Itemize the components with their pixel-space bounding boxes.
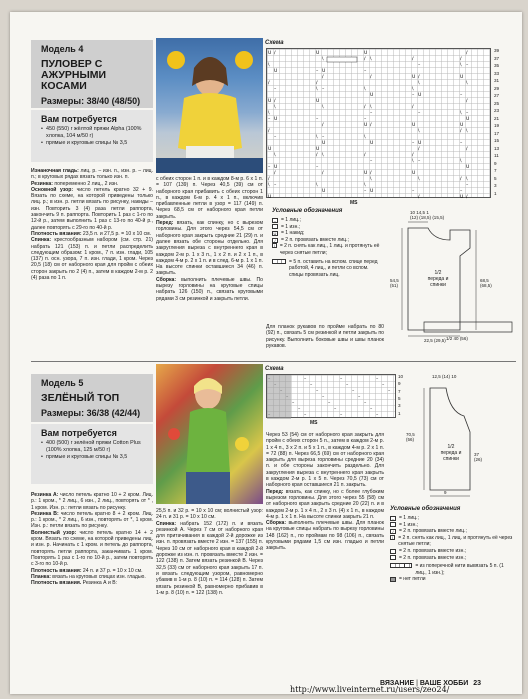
chart-symbol: \ [418, 81, 420, 86]
paragraph: Сборка: выполнить плечевые швы. Для планок на круговые спицы набрать по вырезу горловины 148 (162) п., по проймам по 98 (106) п., связать круговыми рядами 1,5 см изн. гладью и петли закрыть. [266, 520, 384, 552]
legend5-item: = из поперечной нити вывязать 5 п. (1 лиц., 1 изн.); [390, 563, 516, 576]
row-number: 39 [494, 48, 500, 53]
chart-symbol: – [274, 87, 277, 92]
row-number: 3 [398, 403, 401, 409]
chart-symbol: – [460, 93, 463, 98]
paragraph: Сборка: выполнить плечевые швы. По вырезу горловины на круговые спицы набрать 126 (150) п., связать круговыми рядами 3 см резинкой и закрыть петли. [156, 276, 263, 302]
chart-symbol: – [298, 407, 301, 412]
legend4-item: U = 1 накид; [273, 230, 305, 237]
chart-symbol: – [364, 189, 367, 194]
model5-text-mid [156, 508, 263, 678]
sleeve4-shape [420, 318, 516, 352]
legend-symbol: / [272, 238, 278, 243]
chart-symbol: – [316, 117, 319, 122]
model5-need-item: • прямые и круговые спицы № 3,5 [41, 454, 147, 461]
row-number: 35 [494, 63, 500, 68]
chart-symbol: – [346, 383, 349, 388]
paragraph: Планка: вязать на круговых спицах изн. гладью. [31, 573, 146, 580]
chart-symbol: – [316, 69, 319, 74]
legend-symbol: U [273, 230, 277, 236]
chart-symbol: – [412, 141, 415, 146]
chart-symbol: – [412, 93, 415, 98]
chart-symbol: \ [268, 63, 270, 68]
chart-symbol: U [412, 75, 416, 80]
chart-symbol: \ [316, 135, 318, 140]
paragraph: Плотность вязания: 23,5 п. и 27,5 р. = 10 х 10 см. [31, 230, 152, 237]
legend4 [272, 217, 384, 278]
legend-symbol: – [273, 217, 277, 223]
chart-symbol: U [268, 99, 272, 104]
chart-symbol: / [466, 51, 468, 56]
chart-symbol: – [316, 165, 319, 170]
chart-symbol: – [364, 69, 367, 74]
legend5-item: \ = 2 п. снять как лиц., 1 лиц. и протянуть её через снятые петли; [390, 535, 516, 548]
chart-symbol: \ [460, 63, 462, 68]
chart-symbol: \ [268, 183, 270, 188]
legend-symbol: – [391, 515, 395, 521]
schema4-ms-label: MS [350, 200, 358, 206]
chart-symbol: \ [322, 105, 324, 110]
chart-symbol: \ [466, 81, 468, 86]
paragraph: Основной узор: число петель кратно 32 + 9. Вязать по схеме, на которой приведены только лиц. р.; в изн. р. петли вязать по рисунку, накиды – изн. Повторить 3 (4) раза петли раппорта, закончить 9 п. раппорта. Повторить 1 раз с 1-го по 12-й р., затем выполнить 1 раз с 13-го по 40-й р., далее повторять с 29-го по 40-й р. [31, 186, 153, 231]
legend-symbol [390, 522, 396, 527]
row-number: 10 [398, 374, 404, 379]
chart-symbol: U [316, 99, 320, 104]
chart-symbol: / [412, 153, 414, 158]
row-number: 9 [398, 381, 401, 387]
chart-symbol: \ [466, 129, 468, 134]
chart-symbol: \ [460, 111, 462, 116]
chart-symbol: / [274, 99, 276, 104]
model5-needs [31, 424, 153, 484]
row-number: 7 [494, 168, 497, 173]
chart-symbol: \ [268, 111, 270, 116]
chart-symbol: U [460, 75, 464, 80]
chart-symbol: \ [412, 87, 414, 92]
magazine-page [10, 12, 522, 694]
chart-symbol: U [316, 51, 320, 56]
schema5-ms-label: MS [310, 420, 318, 426]
model4-need-item: • 450 (550) г жёлтой пряжи Alpha (100% хлопка, 104 м/50 г) [41, 126, 147, 140]
chart-symbol: – [340, 413, 343, 418]
row-number: 21 [494, 115, 500, 121]
pattern5-dim-left: 70,5 (56) [406, 432, 415, 442]
paragraph: Спинка: набрать 152 (172) п. и вязать резинкой А. Через 7 см от наборного края для притачивания в каждой 2-й дорожке из изн. п. провязать вместе 2 изн. = 137 (155) п. Через 10 см от наборного края в каждой 2-й дорожке из изн. п. провязать вместе 2 изн. = 122 (138) п. Затем вязать резинкой В. Через 32,5 (33) см от наборного края закрыть 17 п. и вязать следующим узором, равномерно убавив в 1-м р. 8 (10) п. = 114 (128) п. Затем вязать резинкой В, равномерно прибавив в 1-м р. 8 (10) п. = 122 (138) п. [156, 520, 263, 596]
model4-sizes: Размеры: 38/40 (48/50) [41, 96, 141, 106]
legend-symbol [272, 224, 278, 229]
chart-symbol: / [268, 81, 270, 86]
chart-symbol: U [460, 123, 464, 128]
chart-symbol: – [466, 183, 469, 188]
chart-symbol: – [304, 377, 307, 382]
chart-symbol: – [310, 383, 313, 388]
paragraph: Через 53 (54) см от наборного края закрыть для пройм с обеих сторон 5 п., затем в каждом 2-м р. 1 х 4 п., 3 х 2 п. и 5 х 1 п., в каждом 4-м р. 2 х 1 п. = 72 (88) п. Через 66,5 (69) см от наборного края закрыть для выреза горловины средние 20 (34) п. и обе стороны закончить раздельно. Для закругления выреза с внутреннего края закрыть в каждом 2-м р. 1 х 5 п. Через 70,5 (73) см от наборного края оставшиеся 21 п. закрыть. [266, 432, 384, 489]
no-stitch-symbol [390, 577, 396, 582]
paragraph: Спинка: крестообразным набором (см. стр. 21) набрать 121 (153) п. и петли распределить следующим образом: 1 кром., 7 п. изн. глади, 105 (137) п. осн. узора, 7 п. изн. глади, 1 кром. Через 20,5 (18) см от наборного края для пройм с обеих сторон закрыть по 2 (4) п., затем в каждом 2-м р. 2 (4) раза по 1 п. [31, 237, 153, 282]
chart-symbol: \ [322, 57, 324, 62]
pattern5-dim-top: 12,5 (14) 10 [432, 374, 457, 379]
cable-mark [327, 57, 357, 62]
chart-symbol: – [274, 135, 277, 140]
pattern4-dim-top: 10 14,5 1 (12) (18,5) (15,5) [410, 210, 445, 220]
row-number: 37 [494, 55, 500, 61]
row-number: 31 [494, 78, 500, 83]
model5-photo [156, 364, 263, 504]
row-number: 7 [398, 388, 401, 394]
legend-symbol: \ [273, 243, 275, 249]
row-number: 19 [494, 123, 500, 128]
chart-symbol: – [370, 407, 373, 412]
chart-symbol: U [274, 69, 278, 74]
schema4-row-numbers [494, 48, 508, 198]
legend4-title: Условные обозначения [272, 208, 343, 214]
model4-header [31, 40, 153, 108]
chart-symbol: – [418, 159, 421, 164]
pattern4-dim-left: 54,5 (51) [390, 278, 399, 288]
chart-symbol: U [268, 51, 272, 56]
legend5-item: = 2 п. провязать вместе изн.; [390, 548, 516, 555]
pattern5-label: 1/2 переда и спинки [440, 444, 462, 462]
row-number: 1 [398, 410, 401, 416]
legend4-item: = 5 п. оставить на вспом. спице перед работой, 4 лиц., и петли со вспом. спицы провязать лиц. [272, 259, 384, 279]
legend4-item: / = 2 п. провязать вместе лиц.; [272, 237, 384, 244]
pattern5-dim-bottom: 9 [444, 490, 447, 495]
chart-symbol: U [268, 195, 272, 199]
paragraph: Перед: вязать, как спинку, но с вырезом горловины. Для этого через 54,5 см от наборного края закрыть средние 21 (29) п. и далее вязать обе стороны отдельно. Для закругления выреза с внутреннего края в каждом 2-м р. 1 х 3 п., 1 х 2 п. и 2 х 1 п., в каждом 4-м р. 2 х 1 п. и в след. 6-м р. 1 х 1 п. На высоте спинки оставшиеся 34 (46) п. закрыть. [156, 220, 263, 277]
row-number: 27 [494, 93, 500, 98]
chart-symbol: U [370, 93, 374, 98]
row-number: 33 [494, 70, 500, 76]
chart-symbol: / [418, 195, 420, 199]
chart-symbol: \ [274, 105, 276, 110]
model4-need-item: • прямые и круговые спицы № 3,5 [41, 140, 147, 147]
paragraph: Перед: вязать, как спинку, но с более глубоким вырезом горловины. Для этого через 55 (58) см от наборного края закрыть средние 20 (22) п. и в каждом 2-м р. 1 х 4 п., 2 х 3 п. (4) х 1 п., в каждом 4-м р. 1 х 1 п. На высоте спинки закрыть 21 п. [266, 488, 384, 520]
chart-symbol: – [412, 189, 415, 194]
paragraph: Резинка А: число петель кратно 10 + 2 кром. Лиц. р.: 1 кром., * 2 лиц., 6 изн., 2 лиц., повторять от * , 1 кром. Изн. р.: петли вязать по рисунку. [31, 492, 153, 511]
model5-needs-title: Вам потребуется [41, 428, 117, 438]
chart-symbol: / [268, 129, 270, 134]
row-number: 1 [494, 190, 497, 196]
chart-symbol: U [460, 195, 464, 199]
chart-symbol: U [364, 171, 368, 176]
chart-symbol: U [418, 93, 422, 98]
chart-symbol: \ [364, 135, 366, 140]
no-stitch-area [267, 375, 291, 419]
chart-symbol: – [382, 383, 385, 388]
chart-symbol: – [370, 111, 373, 116]
chart-symbol: / [412, 57, 414, 62]
paragraph: Волнистый узор: число петель кратно 14 + 2 кром. Вязать по схеме, на которой приведены лиц. и изн. р. Начинать с 1 кром. и петель до раппорта, повторять петли раппорта, заканчивать 1 кром. Повторять 1 раз с 1-го по 10-й р., затем повторять с 3-го по 10-й р. [31, 529, 154, 568]
chart-symbol: – [460, 189, 463, 194]
pattern5-dim-right: 37 (26) [474, 452, 483, 462]
chart-symbol: U [274, 165, 278, 170]
chart-symbol: / [364, 105, 366, 110]
chart-symbol: / [412, 105, 414, 110]
paragraph: Для планок рукавов по пройме набрать по 80 (92) п., связать 5 см резинкой и петли закрыть по рисунку. Выполнить боковые швы и швы планок рукавов. [266, 324, 384, 349]
chart-symbol: – [340, 377, 343, 382]
chart-symbol: \ [364, 87, 366, 92]
model4-text-mid [156, 176, 263, 354]
schema5-chart [266, 374, 396, 418]
chart-symbol: / [466, 147, 468, 152]
chart-symbol: – [460, 141, 463, 146]
chart-symbol: – [316, 389, 319, 394]
model5-label: Модель 5 [41, 378, 84, 388]
chart-symbol: / [460, 57, 462, 62]
chart-symbol: \ [370, 105, 372, 110]
chart-symbol: – [364, 117, 367, 122]
chart-symbol: – [268, 165, 271, 170]
chart-symbol: / [322, 171, 324, 176]
model4-needs [31, 110, 153, 162]
schema4-chart [266, 48, 491, 198]
chart-symbol: U [364, 123, 368, 128]
model5-sizes: Размеры: 36/38 (42/44) [41, 408, 141, 418]
row-number: 11 [494, 153, 499, 158]
chart-symbol: U [316, 147, 320, 152]
chart-symbol: \ [316, 87, 318, 92]
chart-symbol: U [274, 117, 278, 122]
paragraph: Плотность вязания: 24 п. и 37 р. = 10 х 10 см. [31, 567, 143, 574]
chart-symbol: U [466, 165, 470, 170]
legend-symbol [390, 549, 396, 554]
row-number: 13 [494, 145, 500, 151]
chart-symbol: / [322, 123, 324, 128]
chart-symbol: U [322, 141, 326, 146]
paragraph: с обеих сторон 1 п. и в каждом 8-м р. 6 х 1 п. = 107 (139) п. Через 40,5 (39) см от наборного края прибавить с обеих сторон 1 п., в каждом 6-м р. 4 х 1 п., включив прибавленные петли в узор = 117 (149) п. Через 68,5 см от наборного края петли закрыть. [156, 176, 263, 220]
chart-symbol: – [274, 183, 277, 188]
chart-symbol: – [418, 111, 421, 116]
row-number: 23 [494, 108, 500, 113]
schema5-symbols [267, 375, 397, 419]
chart-symbol: U [370, 189, 374, 194]
chart-symbol: U [412, 171, 416, 176]
legend5-item: – = 1 лиц.; [391, 515, 419, 521]
schema5-title: Схема [265, 366, 284, 372]
chart-symbol: \ [412, 159, 414, 164]
chart-symbol: / [418, 147, 420, 152]
chart-symbol: / [418, 75, 420, 80]
legend5 [390, 515, 516, 583]
chart-symbol: – [352, 389, 355, 394]
chart-symbol: U [322, 69, 326, 74]
page-footer [10, 680, 522, 694]
chart-symbol: \ [370, 177, 372, 182]
legend4-item: = 1 изн.; [272, 224, 384, 231]
chart-symbol: – [328, 401, 331, 406]
chart-symbol: – [388, 389, 391, 394]
model5-text-right [266, 432, 384, 678]
chart-symbol: \ [466, 177, 468, 182]
legend5-item: = нет петли [390, 576, 516, 583]
chart-symbol: – [466, 111, 469, 116]
pattern4-dim-right: 68,5 (68,5) [480, 278, 492, 288]
chart-symbol: / [274, 51, 276, 56]
chart-symbol: / [316, 81, 318, 86]
chart-symbol: – [370, 159, 373, 164]
paragraph: Изнаночная гладь: лиц. р. – изн. п., изн. р. – лиц. п.; в круговых рядах вязать только изн. п. [31, 168, 153, 181]
cable-symbol [272, 259, 286, 264]
chart-symbol: / [268, 177, 270, 182]
sleeve4-label: 1/2 40 (56) [446, 336, 468, 341]
chart-symbol: U [412, 123, 416, 128]
chart-symbol: – [418, 63, 421, 68]
chart-symbol: – [322, 135, 325, 140]
row-number: 29 [494, 85, 500, 91]
section-divider [31, 361, 516, 362]
chart-symbol: – [304, 413, 307, 418]
chart-symbol: – [364, 401, 367, 406]
pattern4-label: 1/2 переда и спинки [427, 270, 449, 288]
row-number: 15 [494, 138, 500, 143]
chart-symbol: / [274, 171, 276, 176]
pattern4-dim-bottom: 22,5 (29,5) [424, 338, 446, 343]
chart-symbol: \ [370, 57, 372, 62]
model5-text-left [31, 492, 153, 678]
chart-symbol: / [322, 75, 324, 80]
model4-text-right [266, 324, 384, 354]
legend5-item: / = 2 п. провязать вместе лиц.; [390, 528, 516, 535]
chart-symbol: – [322, 395, 325, 400]
chart-symbol: \ [460, 159, 462, 164]
chart-symbol: \ [418, 129, 420, 134]
chart-symbol: U [364, 51, 368, 56]
chart-symbol: – [466, 63, 469, 68]
chart-symbol: \ [364, 183, 366, 188]
model4-photo-art [156, 38, 263, 173]
row-number: 25 [494, 100, 500, 106]
chart-symbol: / [370, 123, 372, 128]
chart-symbol: U [418, 141, 422, 146]
legend-symbol [390, 563, 412, 568]
chart-symbol: \ [322, 153, 324, 158]
footer-brand: ВЯЗАНИЕ | ВАШЕ ХОББИ 23 [380, 680, 482, 687]
chart-symbol: / [460, 129, 462, 134]
paragraph: Резинка: попеременно 2 лиц., 2 изн. [31, 180, 119, 187]
legend4-item: – = 1 лиц.; [273, 217, 301, 223]
row-number: 5 [398, 396, 401, 401]
model4-name: ПУЛОВЕР С АЖУРНЫМИ КОСАМИ [41, 58, 107, 92]
model4-photo [156, 38, 263, 173]
paragraph: 25,5 п. и 32 р. = 10 х 10 см; волнистый узор: 24 п. и 31 р. = 10 х 10 см. [156, 508, 263, 521]
chart-symbol: / [370, 171, 372, 176]
row-number: 5 [494, 175, 497, 181]
row-number: 17 [494, 130, 500, 136]
sleeve4-diagram [420, 318, 516, 352]
chart-symbol: \ [316, 183, 318, 188]
legend5-title: Условные обозначения [390, 506, 461, 512]
chart-symbol: / [364, 57, 366, 62]
legend-symbol: / [390, 529, 396, 534]
chart-symbol: U [466, 117, 470, 122]
chart-symbol: U [370, 141, 374, 146]
pattern5-diagram [390, 372, 516, 502]
legend5-item: = 2 п. провязать вместе изн.; [390, 555, 516, 562]
model5-need-item: • 400 (500) г зелёной пряжи Cotton Plus (100% хлопка, 125 м/50 г) [41, 440, 147, 454]
model4-needs-title: Вам потребуется [41, 114, 117, 124]
model5-photo-art [156, 364, 263, 504]
chart-symbol: / [364, 153, 366, 158]
chart-symbol: / [466, 99, 468, 104]
chart-symbol: – [376, 377, 379, 382]
chart-symbol: / [460, 177, 462, 182]
legend-symbol [390, 555, 396, 560]
paragraph: Резинка В: число петель кратно 8 + 2 кром. Лиц. р.: 1 кром., * 2 лиц., 6 изн., повторять от *, 1 кром. Изн. р.: петли вязать по рисунку. [31, 510, 153, 530]
chart-symbol: – [292, 401, 295, 406]
schema4-title: Схема [265, 40, 284, 46]
chart-symbol: – [322, 87, 325, 92]
chart-symbol: – [334, 407, 337, 412]
chart-symbol: – [376, 413, 379, 418]
chart-symbol: – [268, 117, 271, 122]
model4-text-left [31, 168, 153, 354]
chart-symbol: \ [274, 153, 276, 158]
legend4-item: \ = 2 п. снять как лиц., 1 лиц. и протянуть её через снятые петли; [273, 243, 380, 256]
legend-symbol: \ [390, 535, 395, 540]
chart-symbol: / [466, 195, 468, 199]
model4-label: Модель 4 [41, 44, 84, 54]
model5-name: ЗЕЛЁНЫЙ ТОП [41, 392, 120, 404]
chart-symbol: \ [418, 177, 420, 182]
chart-symbol: / [370, 75, 372, 80]
chart-symbol: U [268, 147, 272, 152]
paragraph: Плотность вязания. Резинка А и В: [31, 580, 118, 587]
row-number: 9 [494, 160, 497, 166]
footer-url[interactable]: http://www.liveinternet.ru/users/zeo24/ [290, 685, 450, 694]
model5-header [31, 374, 153, 422]
schema4-symbols [267, 49, 492, 199]
chart-symbol: / [316, 153, 318, 158]
chart-symbol: U [322, 189, 326, 194]
chart-symbol: – [358, 395, 361, 400]
legend5-item: = 1 изн.; [390, 522, 516, 529]
row-number: 3 [494, 183, 497, 188]
